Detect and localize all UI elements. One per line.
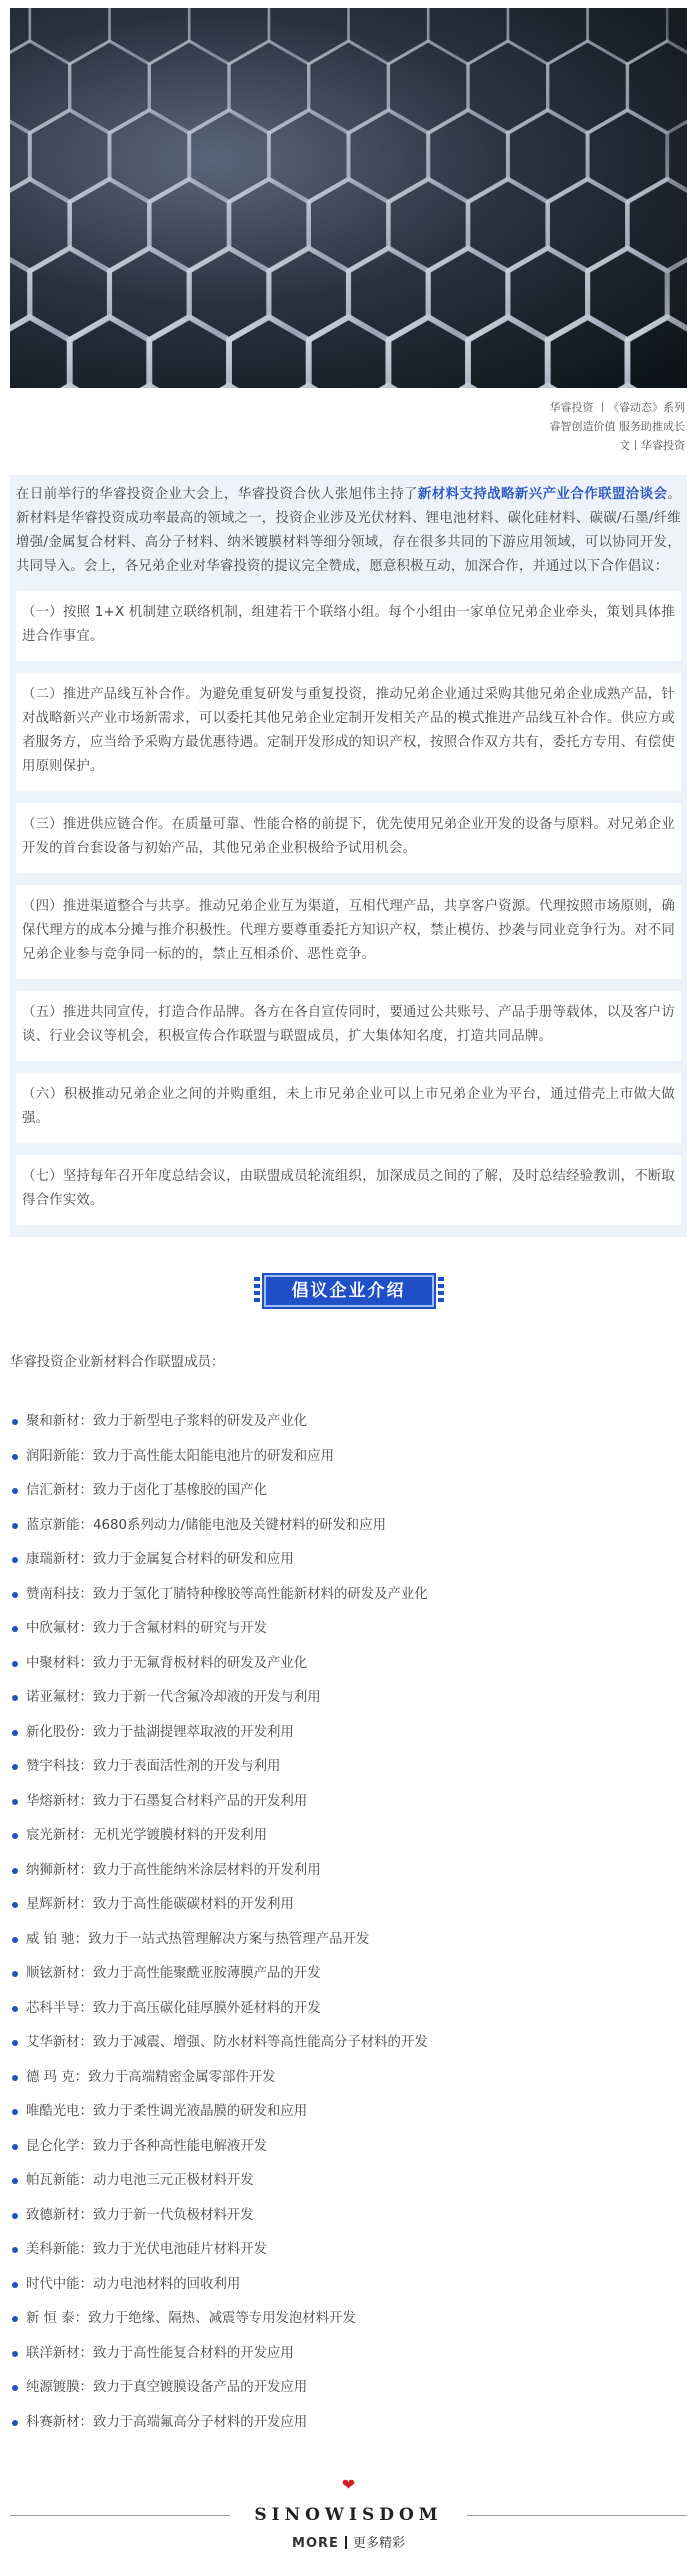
member-item <box>10 1681 687 1716</box>
bullet-dot <box>12 1868 18 1874</box>
member-text: 星辉新材：致力于高性能碳碳材料的开发利用 <box>26 1897 294 1912</box>
member-item <box>10 1578 687 1613</box>
member-item <box>10 1716 687 1751</box>
article-page <box>0 8 697 2566</box>
intro-paragraph <box>16 483 681 579</box>
brand-row <box>0 2498 697 2532</box>
member-text: 纯源镀膜：致力于真空镀膜设备产品的开发应用 <box>26 2380 308 2395</box>
member-item <box>10 1750 687 1785</box>
bullet-dot <box>12 1971 18 1977</box>
member-item <box>10 1888 687 1923</box>
intro-text: 在日前举行的华睿投资企业大会上，华睿投资合伙人张旭伟主持了 <box>16 487 418 502</box>
member-text: 德 玛 克：致力于高端精密金属零部件开发 <box>26 2069 276 2085</box>
member-text: 新 恒 泰：致力于绝缘、隔热、减震等专用发泡材料开发 <box>26 2311 356 2326</box>
member-item <box>10 1509 687 1544</box>
bullet-dot <box>12 1626 18 1632</box>
member-text: 时代中能：动力电池材料的回收利用 <box>26 2276 241 2292</box>
hexagon-lattice-graphic <box>10 8 687 388</box>
separator <box>345 2536 347 2549</box>
member-item <box>10 2371 687 2406</box>
bullet-dot <box>12 2316 18 2322</box>
member-item <box>10 2061 687 2096</box>
member-text: 芯科半导：致力于高压碳化硅厚膜外延材料的开发 <box>26 2000 321 2016</box>
member-item <box>10 2406 687 2441</box>
heart-icon: ❤ <box>341 2475 356 2494</box>
more-label-cn: 更多精彩 <box>352 2536 405 2551</box>
bullet-dot <box>12 1661 18 1667</box>
member-item <box>10 2164 687 2199</box>
caption-line: 华睿投资 丨《睿动态》系列 <box>549 401 685 414</box>
member-text: 赞南科技：致力于氢化丁腈特种橡胶等高性能新材料的研发及产业化 <box>26 1586 428 1602</box>
member-item <box>10 1647 687 1682</box>
proposal-item: （三）推进供应链合作。在质量可靠、性能合格的前提下，优先使用兄弟企业开发的设备与原料。对兄弟企业开发的首台套设备与初始产品，其他兄弟企业积极给予试用机会。 <box>16 803 681 873</box>
proposal-panel <box>10 475 687 1237</box>
member-text: 唯酷光电：致力于柔性调光液晶膜的研发和应用 <box>26 2104 308 2119</box>
members-intro: 华睿投资企业新材料合作联盟成员： <box>10 1355 225 1370</box>
proposal-item: （五）推进共同宣传，打造合作品牌。各方在各自宣传同时，要通过公共账号、产品手册等载体，以及客户访谈、行业会议等机会，积极宣传合作联盟与联盟成员，扩大集体知名度，打造共同品牌。 <box>16 991 681 1061</box>
decorative-stripes <box>438 1277 444 1305</box>
caption-line: 睿智创造价值 服务助推成长 <box>549 420 685 433</box>
bullet-dot <box>12 1523 18 1529</box>
member-item <box>10 2233 687 2268</box>
brand-logo-text: SINOWISDOM <box>254 2505 443 2525</box>
bullet-dot <box>12 1419 18 1425</box>
member-item <box>10 2268 687 2303</box>
member-item <box>10 1440 687 1475</box>
bullet-dot <box>12 1902 18 1908</box>
bullet-dot <box>12 2075 18 2081</box>
bullet-dot <box>12 2385 18 2391</box>
member-item <box>10 2302 687 2337</box>
divider <box>467 2515 687 2516</box>
member-text: 威 铂 驰：致力于一站式热管理解决方案与热管理产品开发 <box>26 1931 370 1947</box>
member-item <box>10 1612 687 1647</box>
member-text: 帕瓦新能：动力电池三元正极材料开发 <box>26 2173 254 2188</box>
intro-highlight: 新材料支持战略新兴产业合作联盟洽谈会 <box>417 487 668 502</box>
member-item <box>10 1819 687 1854</box>
proposal-item: （六）积极推动兄弟企业之间的并购重组，未上市兄弟企业可以上市兄弟企业为平台，通过借壳上市做大做强。 <box>16 1073 681 1143</box>
member-text: 科赛新材：致力于高端氟高分子材料的开发应用 <box>26 2414 308 2430</box>
bullet-dot <box>12 2109 18 2115</box>
more-link[interactable] <box>0 2534 697 2554</box>
section-title: 倡议企业介绍 <box>291 1281 406 1301</box>
member-item <box>10 1854 687 1889</box>
member-text: 赞宇科技：致力于表面活性剂的开发与利用 <box>26 1759 281 1774</box>
bullet-dot <box>12 2006 18 2012</box>
article-caption <box>0 398 685 455</box>
caption-line: 文丨华睿投资 <box>619 439 685 452</box>
intro-text: 。新材料是华睿投资成功率最高的领域之一，投资企业涉及光伏材料、锂电池材料、碳化硅材料、碳碳/石墨/纤维增强/金属复合材料、高分子材料、纳米镀膜材料等细分领域，存在很多共同的下游应用领域，可以协同开发，共同导入。会上，各兄弟企业对华睿投资的提议完全赞成，愿意积极互动，加深合作，并通过以下合作倡议： <box>16 487 681 574</box>
member-item <box>10 2095 687 2130</box>
bullet-dot <box>12 1730 18 1736</box>
member-text: 新化股份：致力于盐湖提锂萃取液的开发利用 <box>26 1724 294 1740</box>
member-item <box>10 1957 687 1992</box>
hero-image <box>10 8 687 388</box>
decorative-stripes <box>254 1277 260 1305</box>
member-text: 华熔新材：致力于石墨复合材料产品的开发利用 <box>26 1793 308 1809</box>
member-text: 联洋新材：致力于高性能复合材料的开发应用 <box>26 2345 294 2361</box>
member-text: 蓝京新能：4680系列动力/储能电池及关键材料的研发和应用 <box>26 1517 386 1533</box>
member-text: 纳狮新材：致力于高性能纳米涂层材料的开发利用 <box>26 1862 321 1878</box>
bullet-dot <box>12 1592 18 1598</box>
member-item <box>10 1992 687 2027</box>
bullet-dot <box>12 2178 18 2184</box>
member-item <box>10 2337 687 2372</box>
member-text: 宸光新材：无机光学镀膜材料的开发利用 <box>26 1828 268 1843</box>
member-text: 润阳新能：致力于高性能太阳能电池片的研发和应用 <box>26 1448 334 1464</box>
member-item <box>10 2199 687 2234</box>
bullet-dot <box>12 1454 18 1460</box>
member-item <box>10 1474 687 1509</box>
bullet-dot <box>12 1799 18 1805</box>
member-text: 致德新材：致力于新一代负极材料开发 <box>26 2207 254 2223</box>
section-title-badge <box>264 1271 434 1311</box>
member-item <box>10 2130 687 2165</box>
bullet-dot <box>12 2282 18 2288</box>
member-item <box>10 1405 687 1440</box>
proposal-item: （二）推进产品线互补合作。为避免重复研发与重复投资，推动兄弟企业通过采购其他兄弟企业成熟产品，针对战略新兴产业市场新需求，可以委托其他兄弟企业定制开发相关产品的模式推进产品线互补合作。供应方或者服务方，应当给予采购方最优惠待遇。定制开发形成的知识产权，按照合作双方共有，委托方专用、有偿使用原则保护。 <box>16 673 681 791</box>
member-item <box>10 1543 687 1578</box>
member-item <box>10 1923 687 1958</box>
member-text: 美科新能：致力于光伏电池硅片材料开发 <box>26 2242 268 2257</box>
bullet-dot <box>12 2420 18 2426</box>
member-list <box>10 1405 687 2440</box>
bullet-dot <box>12 2213 18 2219</box>
member-text: 诺亚氟材：致力于新一代含氟冷却液的开发与利用 <box>26 1690 321 1705</box>
proposal-item: （七）坚持每年召开年度总结会议，由联盟成员轮流组织，加深成员之间的了解，及时总结经验教训，不断取得合作实效。 <box>16 1155 681 1225</box>
more-label-en: MORE <box>292 2536 339 2551</box>
member-text: 昆仑化学：致力于各种高性能电解液开发 <box>26 2138 268 2154</box>
bullet-dot <box>12 1937 18 1943</box>
bullet-dot <box>12 1557 18 1563</box>
member-text: 中聚材料：致力于无氟背板材料的研发及产业化 <box>26 1655 308 1671</box>
member-text: 康瑞新材：致力于金属复合材料的研发和应用 <box>26 1552 294 1567</box>
bullet-dot <box>12 2144 18 2150</box>
divider <box>10 2515 230 2516</box>
bullet-dot <box>12 1764 18 1770</box>
member-item <box>10 2026 687 2061</box>
bullet-dot <box>12 2351 18 2357</box>
bullet-dot <box>12 1833 18 1839</box>
footer <box>0 2476 697 2566</box>
member-text: 聚和新材：致力于新型电子浆料的研发及产业化 <box>26 1414 308 1429</box>
member-text: 信汇新材：致力于卤化丁基橡胶的国产化 <box>26 1483 268 1498</box>
bullet-dot <box>12 1488 18 1494</box>
member-text: 中欣氟材：致力于含氟材料的研究与开发 <box>26 1621 268 1636</box>
bullet-dot <box>12 1695 18 1701</box>
proposal-item: （一）按照 1+X 机制建立联络机制，组建若干个联络小组。每个小组由一家单位兄弟企业牵头，策划具体推进合作事宜。 <box>16 591 681 661</box>
member-text: 顺铉新材：致力于高性能聚酰亚胺薄膜产品的开发 <box>26 1966 321 1981</box>
bullet-dot <box>12 2040 18 2046</box>
member-item <box>10 1785 687 1820</box>
member-text: 艾华新材：致力于减震、增强、防水材料等高性能高分子材料的开发 <box>26 2035 428 2050</box>
bullet-dot <box>12 2247 18 2253</box>
proposal-item: （四）推进渠道整合与共享。推动兄弟企业互为渠道，互相代理产品，共享客户资源。代理按照市场原则，确保代理方的成本分摊与推介积极性。代理方要尊重委托方知识产权，禁止模仿、抄袭与同业竞争行为。对不同兄弟企业参与竞争同一标的的，禁止互相杀价、恶性竞争。 <box>16 885 681 979</box>
